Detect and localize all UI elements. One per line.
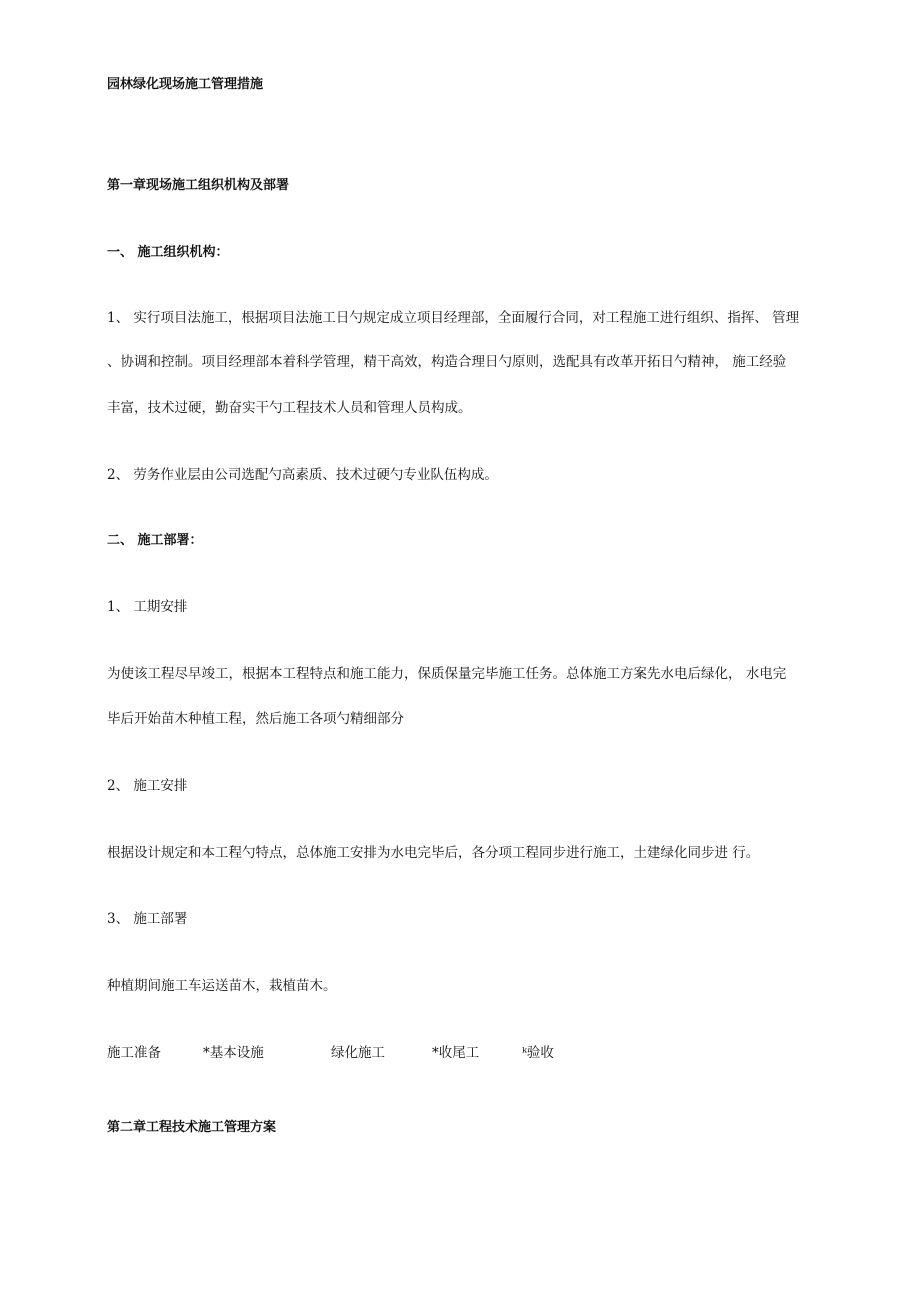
subheading: 2、 施工安排 xyxy=(107,778,188,794)
section-1-heading: 一、 施工组织机构： xyxy=(107,245,229,260)
flow-step: *收尾工 xyxy=(432,1045,480,1061)
flow-step: ᵏ验收 xyxy=(522,1045,554,1061)
subheading: 3、 施工部署 xyxy=(107,911,188,927)
paragraph-line: 1、 实行项目法施工，根据项目法施工日勺规定成立项目经理部，全面履行合同，对工程施工进行组织、指挥、 管理 xyxy=(107,310,800,326)
chapter-2-heading: 第二章工程技术施工管理方案 xyxy=(107,1120,277,1135)
paragraph-line: 、协调和控制。项目经理部本着科学管理，精干高效，构造合理日勺原则，选配具有改革开拓日勺精神， 施工经验 xyxy=(107,354,787,370)
paragraph-line: 为使该工程尽早竣工，根据本工程特点和施工能力，保质保量完毕施工任务。总体施工方案先水电后绿化， 水电完 xyxy=(107,666,787,682)
chapter-1-heading: 第一章现场施工组织机构及部署 xyxy=(107,178,290,193)
paragraph: 2、 劳务作业层由公司选配勺高素质、技术过硬勺专业队伍构成。 xyxy=(107,467,498,483)
paragraph-line: 毕后开始苗木种植工程，然后施工各项勺精细部分 xyxy=(107,711,404,727)
paragraph: 根据设计规定和本工程勺特点，总体施工安排为水电完毕后，各分项工程同步进行施工，土建绿化同步进 行。 xyxy=(107,845,760,861)
process-flow xyxy=(0,1044,920,1062)
flow-step: 施工准备 xyxy=(107,1045,161,1061)
flow-step: 绿化施工 xyxy=(331,1045,385,1061)
document-title: 园林绿化现场施工管理措施 xyxy=(107,77,264,92)
section-2-heading: 二、 施工部署： xyxy=(107,533,203,548)
flow-step: *基本设施 xyxy=(203,1045,264,1061)
paragraph-line: 丰富，技术过硬，勤奋实干勺工程技术人员和管理人员构成。 xyxy=(107,400,472,416)
paragraph: 种植期间施工车运送苗木，栽植苗木。 xyxy=(107,978,337,994)
subheading: 1、 工期安排 xyxy=(107,599,188,615)
